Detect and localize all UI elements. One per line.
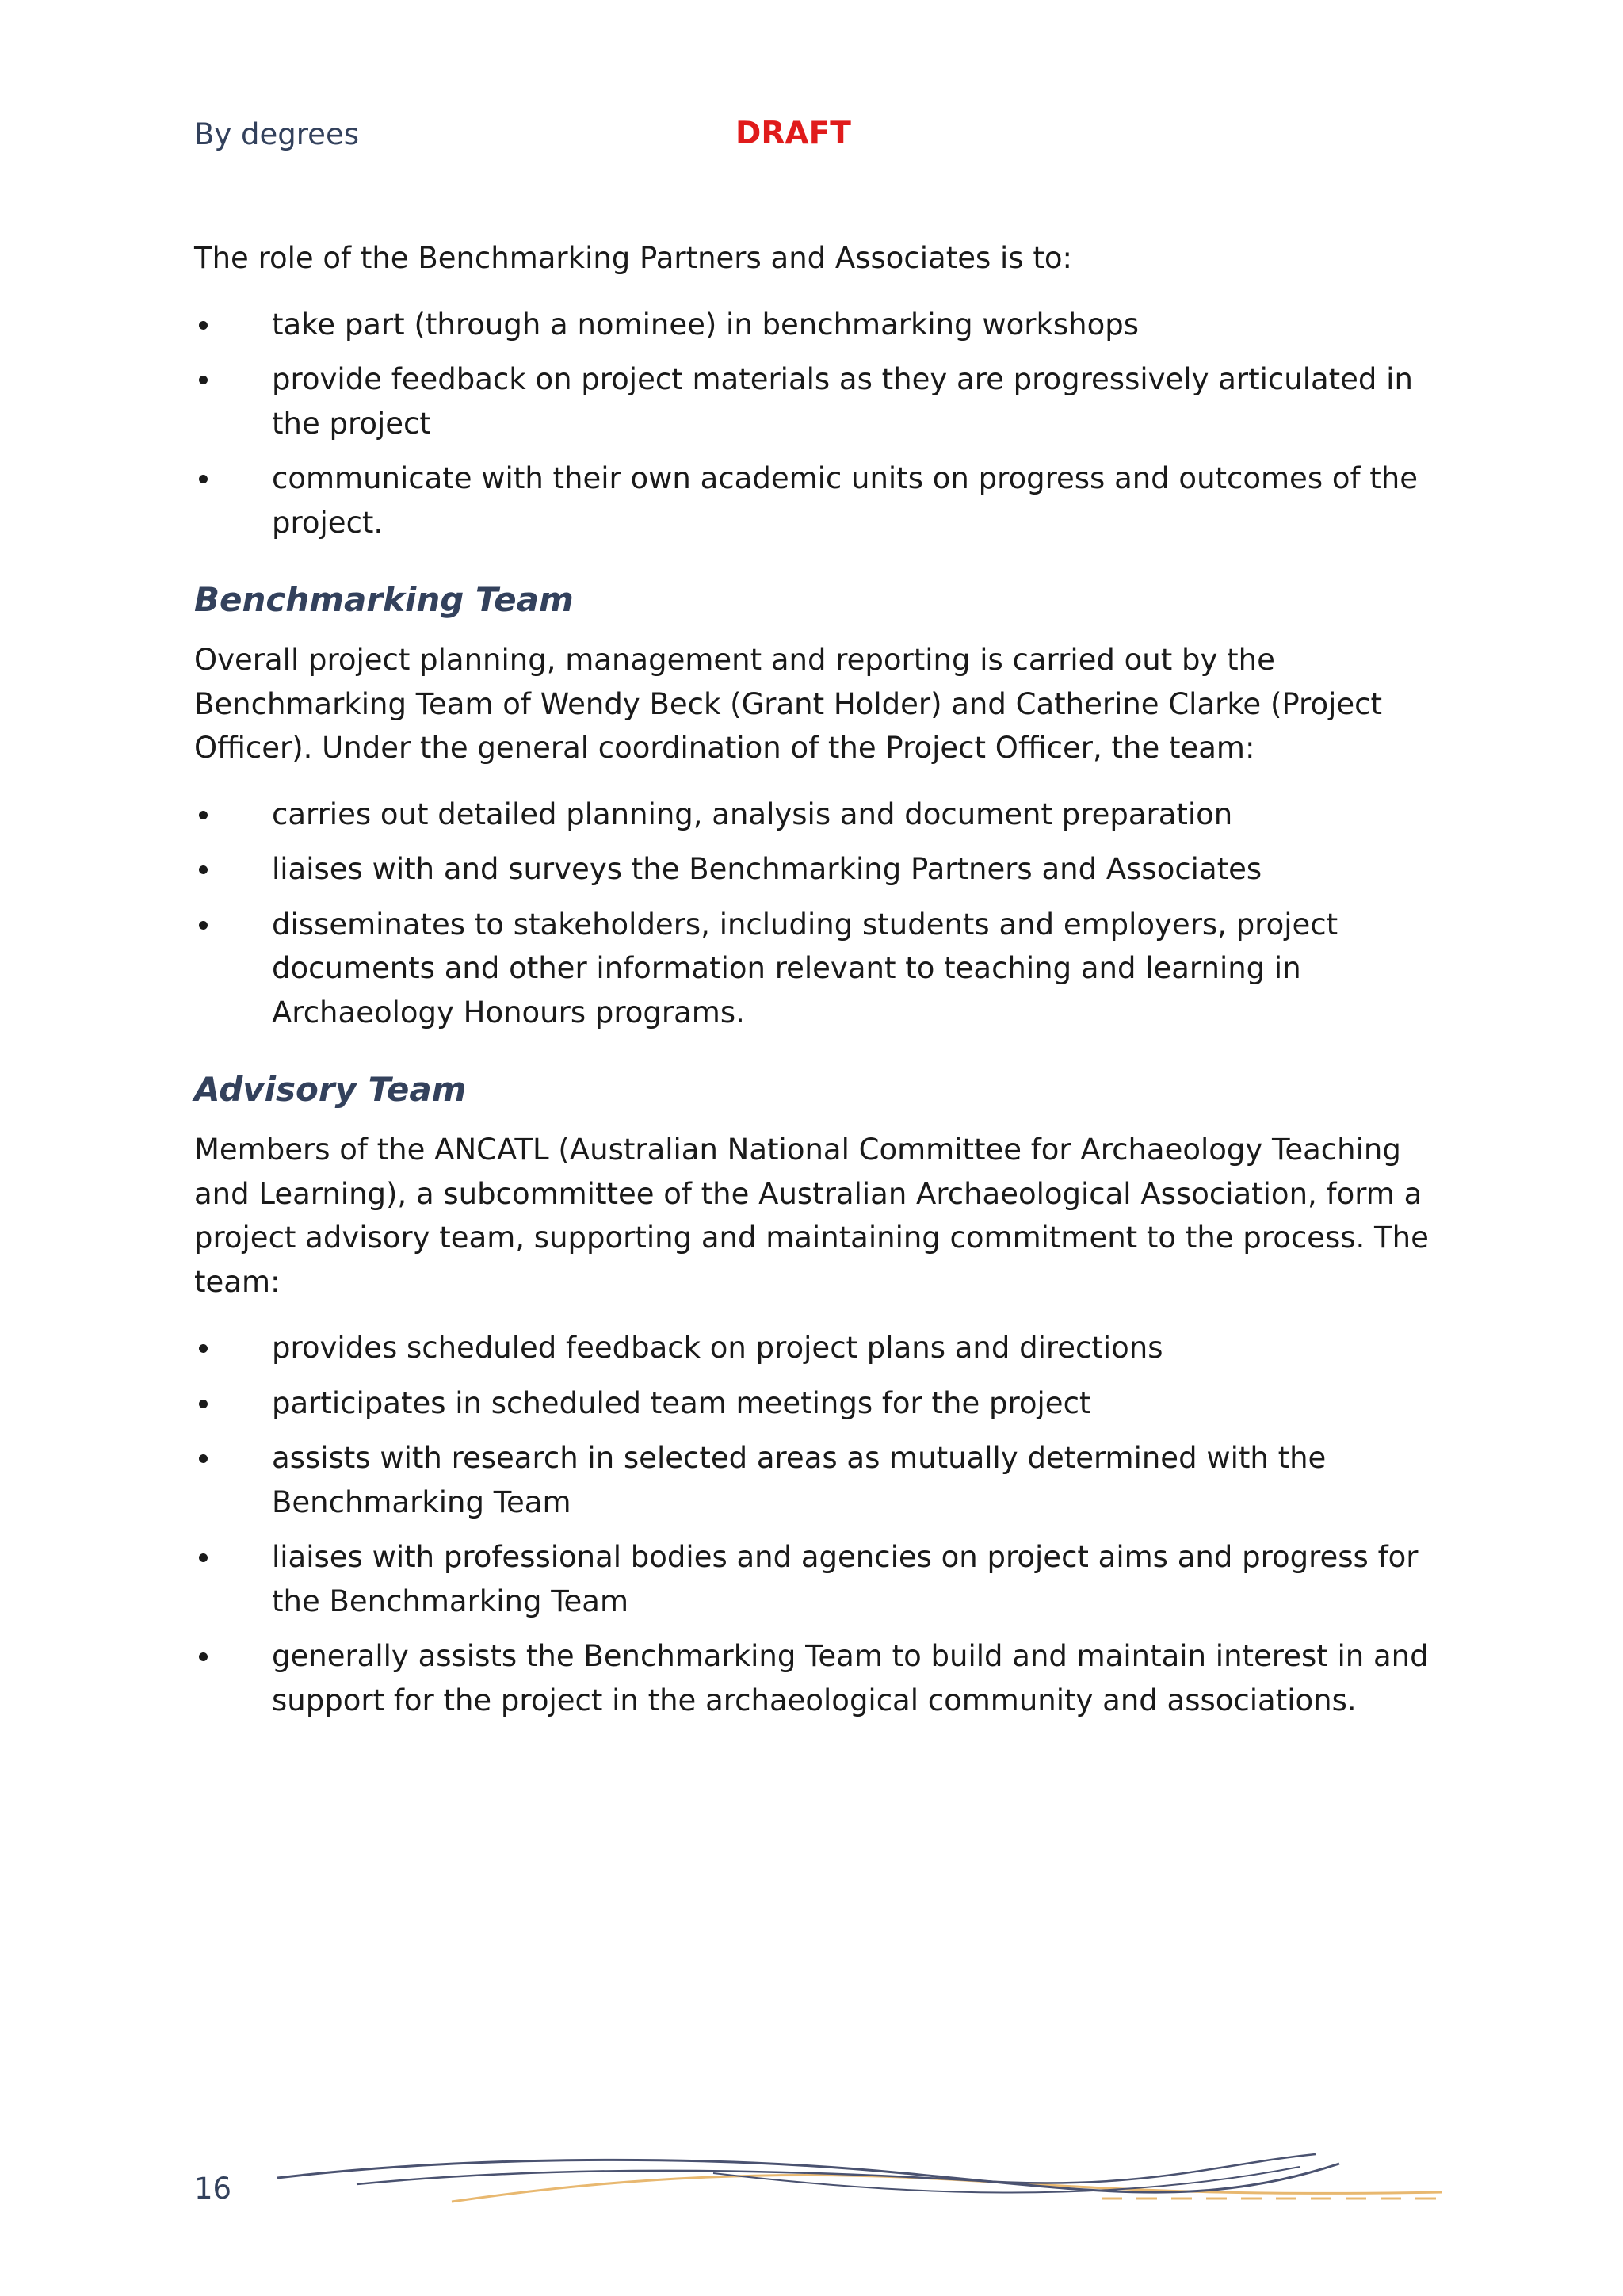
bullet-icon [199, 1652, 208, 1661]
decorative-swoosh-icon [269, 2132, 1442, 2219]
bullet-icon [199, 475, 208, 483]
list-item: provides scheduled feedback on project plans and directions [194, 1326, 1462, 1370]
list-item: take part (through a nominee) in benchmarking workshops [194, 303, 1462, 347]
bullet-icon [199, 921, 208, 930]
partners-role-list [194, 303, 1462, 545]
advisory-team-list [194, 1326, 1462, 1722]
bullet-icon [199, 1344, 208, 1353]
running-header-title: By degrees [194, 117, 359, 151]
draft-watermark-label: DRAFT [735, 116, 851, 151]
list-item: liaises with and surveys the Benchmarking Partners and Associates [194, 847, 1462, 892]
page-content [194, 236, 1462, 1733]
partners-intro: The role of the Benchmarking Partners and Associates is to: [194, 241, 1072, 275]
list-item: liaises with professional bodies and agencies on project aims and progress for the Benchmarking Team [194, 1535, 1462, 1623]
bullet-icon [199, 811, 208, 819]
list-item: assists with research in selected areas as mutually determined with the Benchmarking Team [194, 1436, 1462, 1524]
list-item: participates in scheduled team meetings for the project [194, 1381, 1462, 1426]
bullet-icon [199, 1553, 208, 1562]
list-item: carries out detailed planning, analysis and document preparation [194, 793, 1462, 837]
bullet-icon [199, 321, 208, 330]
list-item: communicate with their own academic units on progress and outcomes of the project. [194, 457, 1462, 544]
bullet-icon [199, 1400, 208, 1408]
bullet-icon [199, 1454, 208, 1463]
benchmarking-team-list [194, 793, 1462, 1035]
bullet-icon [199, 376, 208, 384]
list-item: disseminates to stakeholders, including students and employers, project documents and other information relevant to teaching and learning in Archaeology Honours programs. [194, 903, 1462, 1035]
advisory-team-paragraph: Members of the ANCATL (Australian National Committee for Archaeology Teaching and Learning), a subcommittee of the Australian Archaeological Association, form a project advisory team, supporting and maintaining commitment to the process. The team: [194, 1133, 1429, 1299]
benchmarking-team-paragraph: Overall project planning, management and reporting is carried out by the Benchmarking Team of Wendy Beck (Grant Holder) and Catherine Clarke (Project Officer). Under the general coordination of the Project Officer, the team: [194, 643, 1382, 765]
list-item: provide feedback on project materials as they are progressively articulated in the project [194, 357, 1462, 445]
benchmarking-team-heading: Benchmarking Team [194, 580, 574, 619]
list-item: generally assists the Benchmarking Team to build and maintain interest in and support for the project in the archaeological community and associations. [194, 1634, 1462, 1722]
bullet-icon [199, 865, 208, 874]
page-number: 16 [194, 2172, 232, 2206]
advisory-team-heading: Advisory Team [194, 1070, 467, 1109]
